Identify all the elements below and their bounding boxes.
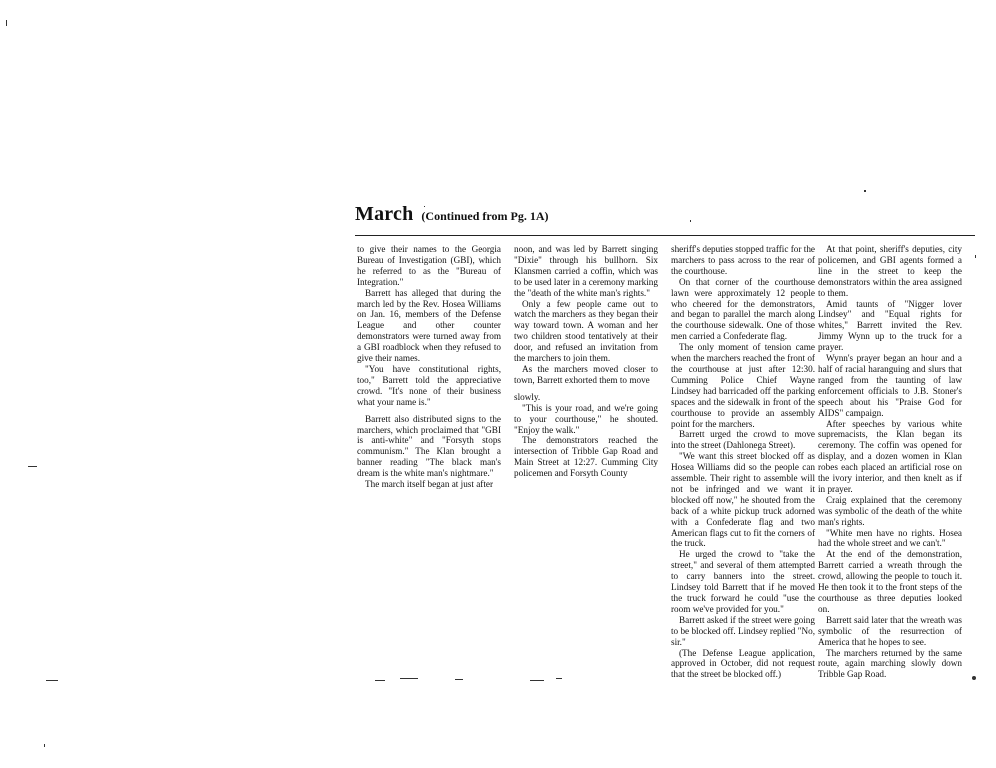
continued-from-label: (Continued from Pg. 1A): [421, 209, 549, 223]
paragraph: After speeches by various white supremacists, the Klan began its ceremony. The coffin was opened for display, and a dozen women in Klan robes each placed an artificial rose on the ivory interior, and then knelt as if in prayer.: [818, 418, 962, 494]
paragraph: Barrett asked if the street were going to be blocked off. Lindsey replied "No, sir.": [671, 614, 815, 647]
scan-speck: [690, 220, 691, 222]
paragraph: Barrett urged the crowd to move into the street (Dahlonega Street).: [671, 429, 815, 451]
scan-speck: [455, 679, 463, 680]
paragraph: On that corner of the courthouse lawn were approximately 12 people who cheered for the demonstrators, and began to parallel the march along the courthouse sidewalk. One of those men carried a Confederate flag.: [671, 276, 815, 342]
scan-speck: [530, 680, 544, 681]
article-column-3: [671, 244, 815, 680]
paragraph: The march itself began at just after: [365, 479, 494, 490]
paragraph: slowly.: [514, 391, 541, 402]
scan-speck: [6, 20, 7, 26]
paragraph: The marchers returned by the same route, again marching slowly down Tribble Gap Road.: [818, 647, 962, 680]
paragraph: sheriff's deputies stopped traffic for the marchers to pass across to the rear of the courthouse.: [671, 244, 815, 276]
paragraph: Barrett said later that the wreath was symbolic of the resurrection of America that he hopes to see.: [818, 614, 962, 647]
article-column-2: [514, 244, 658, 479]
paragraph: Craig explained that the ceremony was symbolic of the death of the white man's rights.: [818, 494, 962, 527]
scan-speck: [972, 676, 976, 680]
scan-speck: [424, 206, 425, 207]
article-header: [355, 203, 975, 226]
article-title: March: [355, 203, 414, 225]
paragraph: "This is your road, and we're going to your courthouse," he shouted. "Enjoy the walk.": [514, 402, 658, 435]
scan-speck: [28, 466, 37, 467]
paragraph: "We want this street blocked off as Hosea Williams did so the people can assemble. Their right to assemble will not be infringed and we want it blocked off now," he shouted from the back of a white pickup truck adorned with a Confederate flag and two American flags cut to fit the corners of the truck.: [671, 451, 815, 549]
scan-speck: [44, 744, 45, 747]
article-column-4: [818, 244, 962, 680]
paragraph: Barrett has alleged that during the march led by the Rev. Hosea Williams on Jan. 16, members of the Defense League and other counter demonstrators were turned away from a GBI roadblock when they refused to give their names.: [357, 287, 501, 364]
scan-speck: [400, 678, 418, 679]
paragraph: Wynn's prayer began an hour and a half of racial haranguing and slurs that ranged from the taunting of law enforcement officials to J.B. Stoner's speech about his "Praise God for AIDS" campaign.: [818, 353, 962, 418]
paragraph: As the marchers moved closer to town, Barrett exhorted them to move: [514, 363, 658, 385]
paragraph: to give their names to the Georgia Bureau of Investigation (GBI), which he referred to as the "Bureau of Integration.": [357, 244, 501, 287]
paragraph: "White men have no rights. Hosea had the whole street and we can't.": [818, 527, 962, 549]
scan-speck: [975, 255, 976, 258]
paragraph: The only moment of tension came when the marchers reached the front of the courthouse at just after 12:30. Cumming Police Chief Wayne Lindsey had barricaded off the parking spaces and the sidewalk in front of the courthouse to provide an assembly point for the marchers.: [671, 342, 815, 429]
paragraph: Amid taunts of "Nigger lover Lindsey" and "Equal rights for whites," Barrett invited the Rev. Jimmy Wynn up to the truck for a prayer.: [818, 298, 962, 353]
paragraph: Barrett also distributed signs to the marchers, which proclaimed that "GBI is anti-white" and "Forsyth stops communism." The Klan brought a banner reading "The black man's dream is the white man's nightmare.": [357, 413, 501, 479]
paragraph: (The Defense League application, approved in October, did not request that the street be blocked off.): [671, 647, 815, 680]
paragraph: At that point, sheriff's deputies, city policemen, and GBI agents formed a line in the street to keep the demonstrators within the area assigned to them.: [818, 244, 962, 298]
paragraph: At the end of the demonstration, Barrett carried a wreath through the crowd, allowing the people to touch it. He then took it to the front steps of the courthouse as three deputies looked on.: [818, 549, 962, 614]
scan-speck: [375, 680, 385, 681]
scan-speck: [556, 678, 562, 679]
paragraph: He urged the crowd to "take the street," and several of them attempted to carry banners into the street. Lindsey told Barrett that if he moved the truck forward he could "use the room we've provided for you.": [671, 549, 815, 614]
header-rule: [355, 235, 975, 236]
paragraph: "You have constitutional rights, too," Barrett told the appreciative crowd. "It's none of their business what your name is.": [357, 363, 501, 407]
scan-speck: [46, 680, 58, 681]
paragraph: The demonstrators reached the intersection of Tribble Gap Road and Main Street at 12:27. Cumming City policemen and Forsyth County: [514, 435, 658, 479]
scan-speck: [864, 190, 866, 192]
article-column-1: [357, 244, 501, 490]
paragraph: noon, and was led by Barrett singing "Dixie" through his bullhorn. Six Klansmen carried a coffin, which was to be used later in a ceremony marking the "death of the white man's rights.": [514, 244, 658, 298]
paragraph: Only a few people came out to watch the marchers as they began their way toward town. A woman and her two children stood tentatively at their door, and refused an invitation from the marchers to join them.: [514, 298, 658, 364]
